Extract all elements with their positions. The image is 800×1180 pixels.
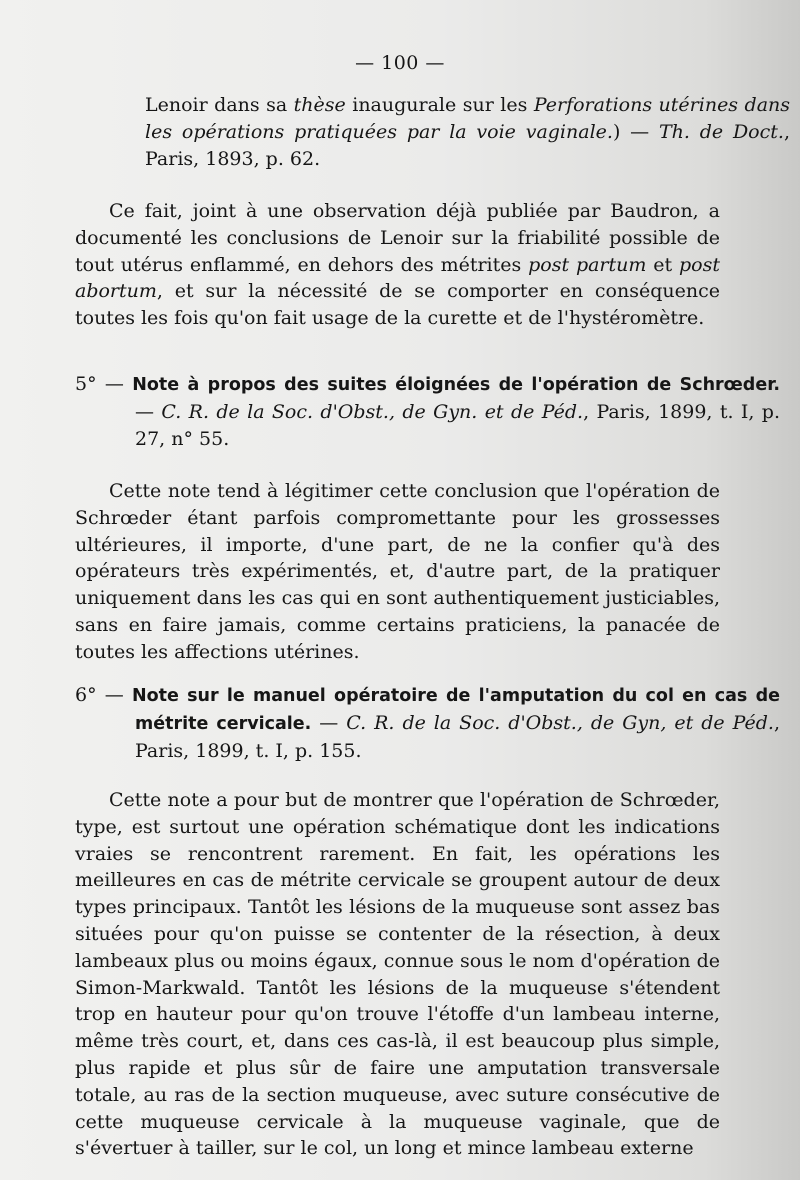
entry-details: , Paris, 1899, t. I, p. 27, n° 55. [135, 400, 780, 450]
page-number: — 100 — [355, 52, 445, 74]
italic-run: post partum [528, 253, 647, 276]
paragraph: Cette note a pour but de montrer que l'opération de Schrœder, type, est surtout une opération schématique dont les indications vraies se rencontrent rarement. En fait, les opérations les meilleures en cas de métrite cervicale se groupent autour de deux types principaux. Tantôt les lésions de la muqueuse sont assez bas situées pour qu'on puisse se contenter de la résection, à deux lambeaux plus ou moins égaux, connue sous le nom d'opération de Simon-Markwald. Tantôt les lésions de la muqueuse s'étendent trop en hauteur pour qu'on trouve l'étoffe d'un lambeau interne, même très court, et, dans ces cas-là, il est beaucoup plus simple, plus rapide et plus sûr de faire une amputation transversale totale, au ras de la section muqueuse, avec suture consécutive de cette muqueuse cervicale à la muqueuse vaginale, que de s'évertuer à tailler, sur le col, un long et mince lambeau externe [75, 789, 720, 1160]
italic-title: Perforations utérines dans les opérations pratiquées par la voie vaginale. [145, 94, 791, 143]
entry-details: , Paris, 1899, t. I, p. 155. [135, 711, 780, 762]
paragraph [75, 198, 720, 332]
journal-name: C. R. de la Soc. d'Obst., de Gyn. et de Péd. [161, 400, 584, 423]
paragraph: Cette note tend à légitimer cette conclusion que l'opération de Schrœder étant parfois compromettante pour les grossesses ultérieures, il importe, d'une part, de ne la confier qu'à des opérateurs très expérimentés, et, d'autre part, de la pratiquer uniquement dans les cas qui en sont authentiquement justiciables, sans en faire jamais, comme certains praticiens, la panacée de toutes les affections utérines. [75, 480, 720, 663]
text-run: et [646, 253, 679, 276]
text-run: , et sur la nécessité de se comporter en conséquence toutes les fois qu'on fait usage de la curette et de l'hystéromètre. [75, 280, 720, 330]
separator: — [311, 711, 347, 734]
bibliography-entry-6 [75, 682, 780, 764]
italic-run: post abortum [75, 253, 720, 303]
text-run: inaugurale sur les [345, 94, 534, 116]
journal-name: C. R. de la Soc. d'Obst., de Gyn, et de Péd. [346, 711, 774, 734]
reference-continuation [75, 92, 790, 172]
entry-number: 5° — [75, 373, 133, 395]
italic-run: Th. de Doct. [658, 120, 784, 143]
entry-title: Note à propos des suites éloignées de l'opération de Schrœder. [132, 375, 780, 395]
text-run: Ce fait, joint à une observation déjà publiée par Baudron, a documenté les conclusions de Lenoir sur la friabilité possible de tout utérus enflammé, en dehors des métrites [75, 200, 720, 276]
text-run: Lenoir dans sa [145, 94, 294, 116]
italic-run: thèse [293, 94, 346, 116]
separator: — [135, 400, 162, 423]
bibliography-entry-5 [75, 371, 780, 452]
entry-number: 6° — [75, 684, 132, 706]
entry-title: Note sur le manuel opératoire de l'amputation du col en cas de métrite cervicale. [131, 686, 780, 734]
text-run: ) — [612, 120, 659, 143]
text-run: , Paris, 1893, p. 62. [145, 120, 790, 170]
